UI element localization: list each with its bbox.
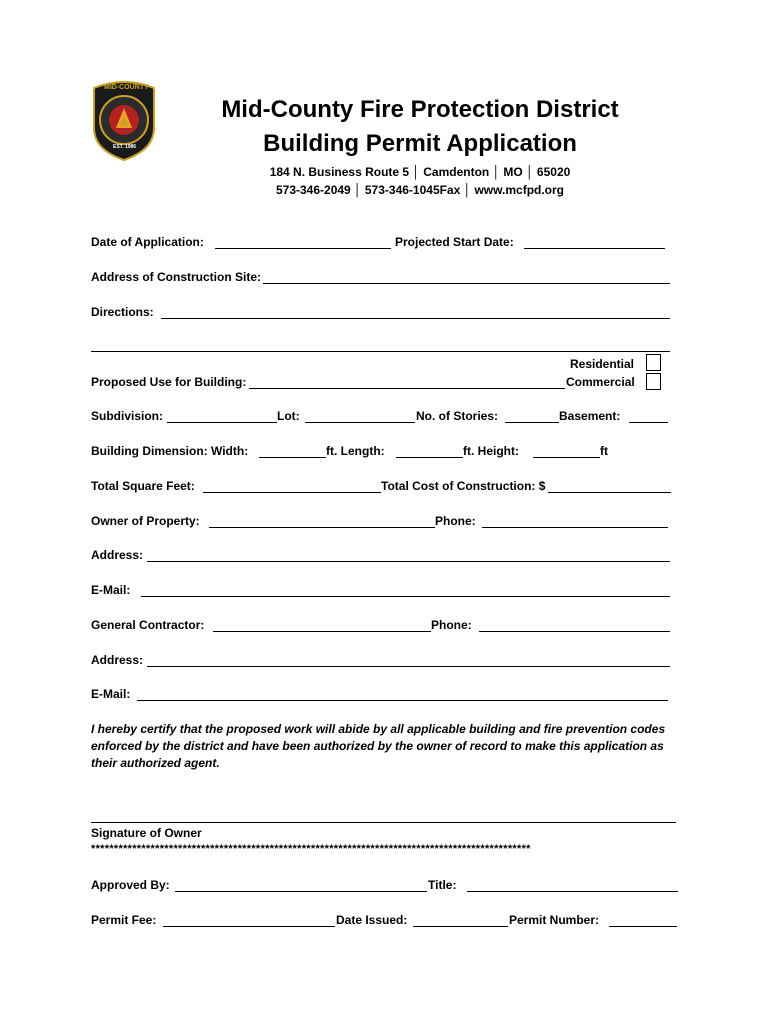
owner-label: Owner of Property: bbox=[91, 514, 200, 528]
owner-input[interactable] bbox=[209, 527, 435, 528]
length-label: ft. Length: bbox=[326, 444, 385, 458]
owner-address-input[interactable] bbox=[147, 561, 670, 562]
owner-phone-input[interactable] bbox=[482, 527, 668, 528]
date-of-application-label: Date of Application: bbox=[91, 235, 204, 249]
permit-number-label: Permit Number: bbox=[509, 913, 600, 927]
approved-by-input[interactable] bbox=[175, 891, 427, 892]
contractor-label: General Contractor: bbox=[91, 618, 205, 632]
logo-top-text: MID-COUNTY bbox=[104, 84, 149, 91]
separator-line: ************************************************************************************************ bbox=[91, 843, 531, 855]
page-subtitle: Building Permit Application bbox=[263, 130, 577, 157]
subdivision-label: Subdivision: bbox=[91, 409, 163, 423]
projected-start-date-input[interactable] bbox=[524, 248, 665, 249]
proposed-use-input[interactable] bbox=[249, 388, 565, 389]
directions-label: Directions: bbox=[91, 305, 154, 319]
page-title: Mid-County Fire Protection District bbox=[221, 96, 619, 123]
district-logo bbox=[86, 78, 162, 162]
date-issued-input[interactable] bbox=[413, 926, 508, 927]
permit-number-input[interactable] bbox=[609, 926, 677, 927]
construction-address-label: Address of Construction Site: bbox=[91, 270, 262, 284]
owner-phone-label: Phone: bbox=[435, 514, 476, 528]
directions-input-line2[interactable] bbox=[91, 351, 670, 352]
total-cost-input[interactable] bbox=[548, 492, 671, 493]
residential-label: Residential bbox=[570, 357, 635, 371]
basement-input[interactable] bbox=[629, 422, 668, 423]
height-input[interactable] bbox=[533, 457, 600, 458]
contractor-address-label: Address: bbox=[91, 653, 144, 667]
permit-fee-input[interactable] bbox=[163, 926, 335, 927]
district-contact: 573-346-2049 │ 573-346-1045Fax │ www.mcfpd.org bbox=[275, 183, 565, 197]
approver-title-label: Title: bbox=[428, 878, 457, 892]
stories-label: No. of Stories: bbox=[416, 409, 499, 423]
proposed-use-label: Proposed Use for Building: bbox=[91, 375, 247, 389]
logo-est-text: EST. 1986 bbox=[113, 144, 137, 150]
district-address: 184 N. Business Route 5 │ Camdenton │ MO │ 65020 bbox=[269, 165, 571, 179]
total-sqft-label: Total Square Feet: bbox=[91, 479, 195, 493]
date-of-application-input[interactable] bbox=[215, 248, 391, 249]
basement-label: Basement: bbox=[559, 409, 621, 423]
projected-start-date-label: Projected Start Date: bbox=[395, 235, 514, 249]
commercial-label: Commercial bbox=[566, 375, 635, 389]
approver-title-input[interactable] bbox=[467, 891, 678, 892]
certification-text: I hereby certify that the proposed work will abide by all applicable building and fire prevention codes enforced by the district and have been authorized by the owner of record to make this application as their authorized agent. bbox=[91, 722, 666, 770]
lot-label: Lot: bbox=[277, 409, 300, 423]
contractor-input[interactable] bbox=[213, 631, 431, 632]
contractor-phone-label: Phone: bbox=[431, 618, 472, 632]
width-input[interactable] bbox=[259, 457, 326, 458]
signature-label: Signature of Owner bbox=[91, 826, 202, 840]
contractor-email-label: E-Mail: bbox=[91, 687, 131, 701]
dimension-width-label: Building Dimension: Width: bbox=[91, 444, 249, 458]
commercial-checkbox[interactable] bbox=[646, 373, 661, 390]
length-input[interactable] bbox=[396, 457, 463, 458]
owner-address-label: Address: bbox=[91, 548, 144, 562]
contractor-phone-input[interactable] bbox=[479, 631, 670, 632]
approved-by-label: Approved By: bbox=[91, 878, 170, 892]
owner-email-label: E-Mail: bbox=[91, 583, 131, 597]
owner-email-input[interactable] bbox=[141, 596, 670, 597]
construction-address-input[interactable] bbox=[263, 283, 670, 284]
contractor-address-input[interactable] bbox=[147, 666, 670, 667]
total-sqft-input[interactable] bbox=[203, 492, 381, 493]
owner-signature-input[interactable] bbox=[91, 822, 676, 823]
height-label: ft. Height: bbox=[463, 444, 519, 458]
date-issued-label: Date Issued: bbox=[336, 913, 408, 927]
stories-input[interactable] bbox=[505, 422, 559, 423]
permit-fee-label: Permit Fee: bbox=[91, 913, 157, 927]
residential-checkbox[interactable] bbox=[646, 354, 661, 371]
height-unit-label: ft bbox=[600, 444, 608, 458]
subdivision-input[interactable] bbox=[167, 422, 277, 423]
lot-input[interactable] bbox=[305, 422, 415, 423]
total-cost-label: Total Cost of Construction: $ bbox=[381, 479, 546, 493]
contractor-email-input[interactable] bbox=[137, 700, 668, 701]
directions-input[interactable] bbox=[161, 318, 670, 319]
